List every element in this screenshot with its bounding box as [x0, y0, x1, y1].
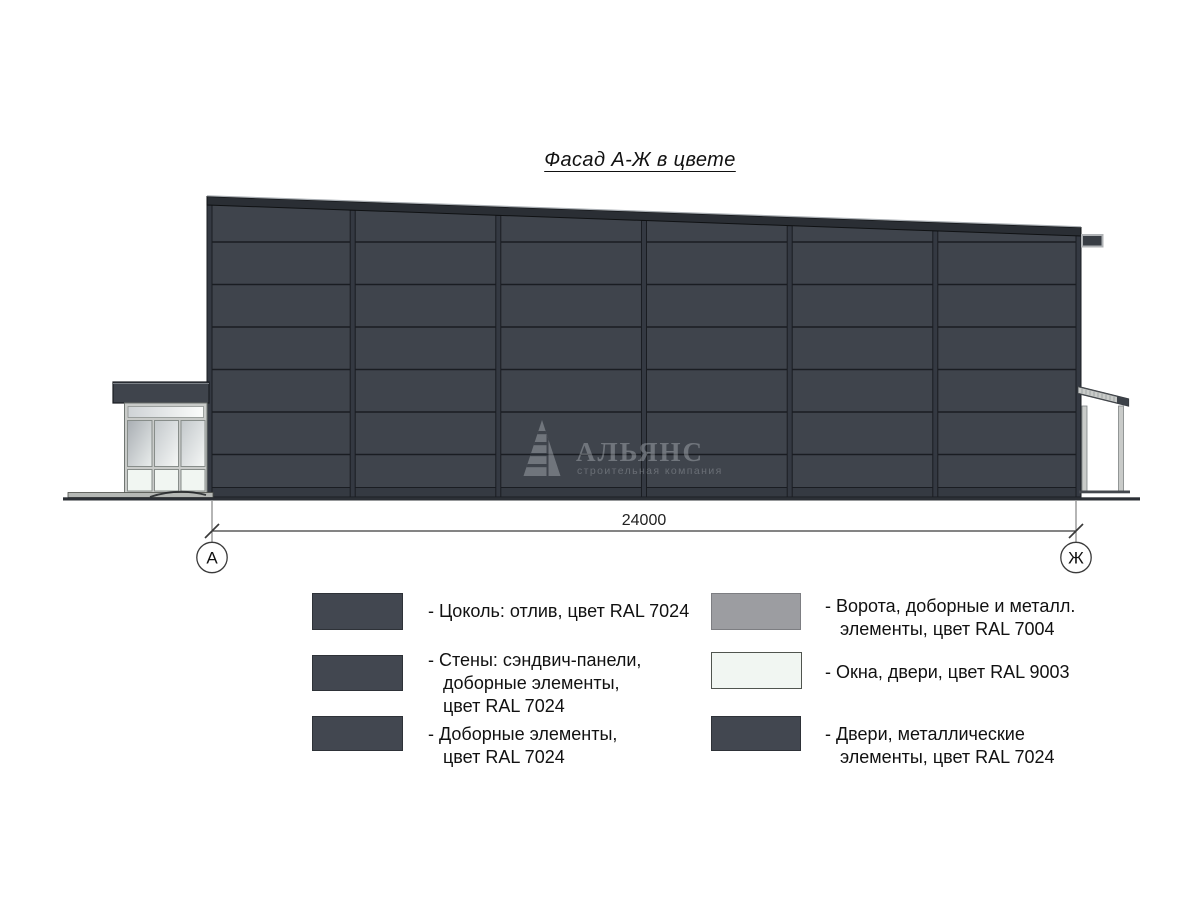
axis-marker-a: [197, 542, 227, 572]
legend-line: цвет RAL 7024: [443, 747, 565, 767]
page-title: Фасад А-Ж в цвете: [544, 149, 736, 171]
legend-swatch-ral7024-walls: [312, 655, 403, 691]
canopy-post-right: [1119, 406, 1124, 491]
left-corner-trim: [207, 200, 212, 497]
legend-swatch-ral9003-windows: [711, 652, 802, 689]
dimension-annotation: [197, 501, 1091, 573]
canopy-post-left: [1082, 406, 1087, 491]
legend-swatch-ral7024-trim: [312, 716, 403, 751]
legend-line: - Двери, металлические: [825, 724, 1025, 744]
main-facade: [207, 196, 1103, 497]
canopy-roof-tip: [1117, 396, 1129, 406]
legend-line: - Ворота, доборные и металл.: [825, 596, 1076, 616]
axis-label-a: А: [206, 548, 218, 568]
legend-line: элементы, цвет RAL 7024: [840, 747, 1055, 767]
ground-line: [63, 497, 1140, 500]
legend-swatch-ral7024-plinth: [312, 593, 403, 630]
legend-label-trim: [428, 723, 617, 769]
legend-line: элементы, цвет RAL 7004: [840, 619, 1055, 639]
right-corner-trim: [1076, 231, 1081, 497]
legend-line: - Доборные элементы,: [428, 724, 618, 744]
dimension-value: 24000: [621, 512, 667, 529]
legend-line: - Окна, двери, цвет RAL 9003: [825, 662, 1070, 682]
legend-label-walls: [428, 649, 641, 718]
annex-fascia: [113, 382, 209, 403]
watermark-title: АЛЬЯНС: [576, 437, 705, 467]
canopy-annex: [1078, 387, 1130, 494]
glass-panels: [128, 421, 206, 467]
legend-label-windows: [825, 661, 1070, 684]
legend-line: - Стены: сэндвич-панели,: [428, 650, 642, 670]
canopy-base: [1079, 491, 1130, 494]
axis-marker-zh: [1061, 542, 1091, 572]
legend-swatch-ral7004-gates: [711, 593, 801, 630]
legend-label-plinth: [428, 600, 689, 623]
legend-line: доборные элементы,: [443, 673, 620, 693]
transom-glass: [128, 407, 204, 418]
legend-label-doors: [825, 723, 1055, 769]
axis-label-zh: Ж: [1068, 548, 1084, 568]
legend-line: - Цоколь: отлив, цвет RAL 7024: [428, 601, 690, 621]
legend-line: цвет RAL 7024: [443, 696, 565, 716]
legend-label-gates: [825, 595, 1075, 641]
legend-swatch-ral7024-doors: [711, 716, 801, 751]
entrance-annex: [68, 382, 213, 498]
watermark-subtitle: строительная компания: [577, 465, 723, 477]
door-bottom-panels: [128, 470, 206, 492]
roof-bracket: [1082, 235, 1103, 247]
entry-platform: [68, 493, 213, 498]
